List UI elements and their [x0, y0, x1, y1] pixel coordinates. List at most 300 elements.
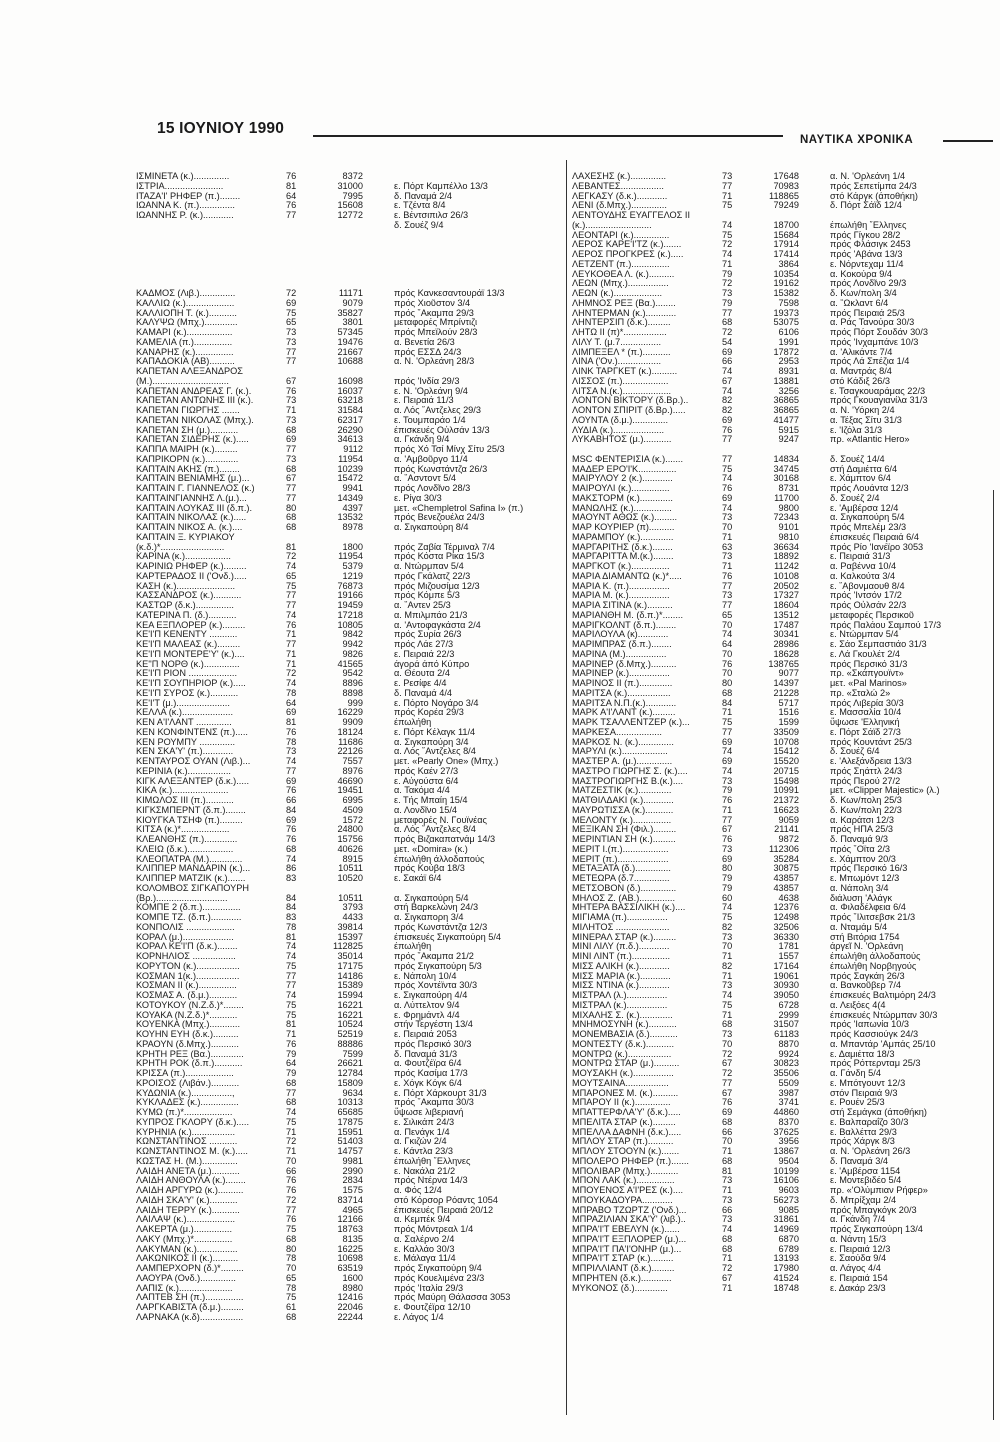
gross-tonnage: 79249	[773, 200, 799, 211]
gross-tonnage: 7599	[342, 1048, 363, 1059]
ship-status: ε. Σάο Σεμπαστιάο 31/3	[830, 639, 927, 649]
build-year: 76	[722, 570, 733, 581]
ship-status: α. Λειξόες 4(4	[830, 999, 886, 1010]
ship-name: ΜΙΓΙΑΜΑ (π.)................	[572, 913, 668, 922]
ship-status: α. Τέξας Σίτυ 31/3	[830, 414, 902, 425]
build-year: 73	[722, 512, 733, 523]
gross-tonnage: 19451	[337, 785, 363, 796]
ship-name: ΜΠΑΡΟΝΕΣ Μ. (κ.)..........	[572, 1088, 679, 1098]
gross-tonnage: 9924	[778, 1048, 799, 1059]
gross-tonnage: 4638	[778, 892, 799, 903]
ship-status: α. Νταμάμ 5/4	[830, 921, 888, 932]
ship-name: ΛΑΙΔΗ ΑΝΘΟΥΛΑ (κ.)........	[136, 1176, 246, 1186]
ship-name: ΜΑΡΑΜΠΟΥ (κ.).............	[572, 532, 674, 542]
gross-tonnage: 118865	[769, 190, 799, 201]
gross-tonnage: 9079	[342, 297, 363, 308]
gross-tonnage: 36865	[773, 395, 799, 406]
build-year: 74	[286, 853, 297, 864]
build-year: 65	[722, 609, 733, 620]
build-year: 68	[722, 1116, 733, 1127]
ship-status: πρός 'Ιαπωνία 10/3	[830, 1019, 910, 1030]
ship-name: ΚΥΠΡΟΣ ΓΚΛΟΡΥ (δ.κ.).....	[136, 1117, 250, 1127]
gross-tonnage: 30875	[773, 863, 799, 874]
spacer	[136, 231, 556, 241]
build-year: 71	[722, 1146, 733, 1156]
build-year: 66	[286, 795, 297, 805]
gross-tonnage: 30823	[773, 1058, 799, 1069]
ship-status: α. Ν. 'Υόρκη 2/4	[830, 405, 895, 415]
ship-name: ΜΑΡΙΝΕΡ (κ.)................	[572, 669, 670, 679]
ship-status: ε. Σιλικάπ 24/3	[394, 1116, 455, 1127]
build-year: 74	[722, 502, 733, 513]
ship-status: έπισκευές Σιγκαπούρη 5/4	[394, 931, 502, 942]
gross-tonnage: 17175	[337, 960, 363, 971]
build-year: 67	[286, 473, 297, 484]
gross-tonnage: 61183	[774, 1029, 799, 1039]
gross-tonnage: 8731	[778, 483, 799, 493]
ship-status: ε. 'Αμβέρσα 12/4	[830, 502, 899, 513]
gross-tonnage: 8898	[342, 687, 363, 698]
ship-status: α. Σιγκαπούρη 8/4	[394, 522, 469, 532]
ship-name: ΛΙΜΠΕΞΕΛ * (π.)...........	[572, 347, 671, 357]
ship-name: ΚΟΥΑΚΑ (Ν.Ζ.δ.)*...........	[136, 1010, 238, 1020]
ship-name: ΜΑΡΚ Α'Ι'ΛΑΝΤ (κ.).........	[572, 708, 676, 718]
ship-name: ΜΑΡΙΜΠΡΑΣ (δ.π.)........	[572, 640, 672, 649]
ship-status: πρός Γκάλατζ 22/3	[394, 570, 471, 581]
build-year: 71	[722, 951, 733, 961]
build-year: 75	[286, 1116, 297, 1127]
ship-name: ΜΑΣΤΡΟ ΓΙΩΡΓΗΣ Σ. (κ.)....	[572, 766, 688, 776]
build-year: 76	[722, 424, 733, 435]
ship-name: ΛΗΤΩ ΙΙ (π)*.................	[572, 328, 667, 337]
ship-name: ΛΕΩΝ (Μπχ.)................	[572, 279, 669, 289]
ship-name: ΜΙΝΙ ΛΙΛΥ (π.δ.)............	[572, 942, 670, 952]
ship-status: πρ. «'Ολύμπιαν Ρήφερ»	[830, 1185, 928, 1195]
gross-tonnage: 19061	[773, 970, 799, 981]
spacer	[136, 240, 556, 250]
gross-tonnage: 12166	[337, 1214, 363, 1225]
ship-name: ΛΙΣΣΟΣ (π.)..................	[572, 376, 669, 386]
build-year: 78	[286, 687, 297, 698]
ship-name: ΛΕΡΟΣ ΠΡΟΓΚΡΕΣ (κ.).....	[572, 250, 684, 259]
gross-tonnage: 76873	[337, 580, 363, 591]
gross-tonnage: 18700	[773, 219, 799, 230]
ship-status: έπωλήθη άλλοδαπούς	[830, 951, 921, 961]
build-year: 71	[722, 1185, 733, 1195]
gross-tonnage: 17218	[337, 609, 363, 620]
gross-tonnage: 32506	[773, 921, 799, 932]
build-year: 71	[286, 1146, 297, 1156]
ship-status: έπισκευές Ντώρμπαν 30/3	[830, 1009, 938, 1020]
build-year: 77	[286, 210, 297, 220]
ship-name: ΜΑΡΙΝΕΡ (δ.Μπχ.)..........	[572, 659, 677, 669]
build-year: 75	[286, 999, 297, 1010]
ship-status: μετ. «Domira» (κ.)	[394, 843, 468, 854]
ship-status: α. Ντώρμπαν 5/4	[394, 561, 464, 571]
build-year: 72	[722, 1048, 733, 1059]
ship-name: ΚΕΝ ΣΚΑ'Υ' (π.)............	[136, 747, 234, 757]
build-year: 78	[286, 1253, 297, 1264]
build-year: 69	[286, 814, 297, 825]
ship-name: (Βρ.)............................	[136, 893, 228, 903]
ship-status: α. Ράς Τανούρα 30/3	[830, 317, 915, 328]
gross-tonnage: 17648	[773, 171, 799, 181]
ship-status: πρός Μόντρεαλ 1/4	[394, 1224, 474, 1234]
gross-tonnage: 14834	[773, 453, 799, 464]
ship-name: ΚΙΟΥΓΚΑ ΤΣΗΦ (π.).........	[136, 815, 243, 825]
gross-tonnage: 39814	[337, 921, 363, 932]
build-year: 75	[286, 1009, 297, 1020]
ship-status: α. Μπιλμπάο 21/3	[394, 609, 468, 620]
ship-status: α. Λός ῎Αντζελες 8/4	[394, 824, 476, 835]
build-year: 80	[722, 863, 733, 874]
ship-status: πρός Φλάσιγκ 2453	[830, 239, 911, 250]
gross-tonnage: 17872	[773, 346, 799, 357]
build-year: 77	[722, 600, 733, 610]
ship-name: ΚΩΣΤΑΣ Η. (Μ.)..............	[136, 1156, 238, 1166]
build-year: 77	[286, 356, 297, 367]
gross-tonnage: 63519	[337, 1263, 363, 1273]
build-year: 60	[722, 892, 733, 903]
ship-name: ΚΕΡΙΝΙΑ (κ.).................	[136, 766, 231, 776]
gross-tonnage: 15951	[337, 1126, 363, 1137]
build-year: 67	[722, 1087, 733, 1098]
ship-name: ΛΕΒΑΝΤΕΣ.................	[572, 181, 664, 191]
build-year: 84	[286, 902, 297, 913]
ship-status: πρός Μπαγκόγκ 20/3	[830, 1204, 917, 1215]
ship-name: (Μ.)..............................	[136, 376, 229, 386]
build-year: 73	[722, 1175, 733, 1186]
gross-tonnage: 12376	[773, 902, 799, 913]
ship-status: ε. Τής Μπαίη 15/4	[394, 795, 468, 805]
ship-status: ε. Σακάϊ 6/4	[394, 873, 442, 883]
ship-name: ΛΕΝΤΟΥΔΗΣ ΕΥΑΓΓΕΛΟΣ ΙΙ	[572, 211, 691, 220]
ship-status: πρός Μπεϊλούν 28/3	[394, 327, 478, 337]
ship-name: ΚΟΣΜΑΝ ΙΙ (κ.)...............	[136, 981, 237, 991]
gross-tonnage: 9981	[342, 1155, 363, 1166]
ship-name: ΚΕ'Ι'Π ΡΙΟΝ ...................	[136, 669, 238, 679]
build-year: 75	[722, 463, 733, 474]
ship-name: ΛΗΜΝΟΣ ΡΕΞ (Βα.)........	[572, 298, 676, 308]
gross-tonnage: 40626	[337, 843, 363, 854]
gross-tonnage: 18748	[773, 1282, 799, 1293]
build-year: 81	[286, 180, 297, 191]
gross-tonnage: 31507	[773, 1019, 799, 1030]
ship-name: ΛΑΙΛΑΨ (κ.)...................	[136, 1215, 236, 1225]
gross-tonnage: 17980	[773, 1263, 799, 1273]
ship-name: ΛΙΝΑ ('Ον.).................	[572, 357, 662, 367]
ship-entry	[136, 689, 556, 699]
ship-name: ΜΠΡΗΤΕΝ (δ.κ.)............	[572, 1273, 672, 1283]
ship-status: πρός Περσικό 31/3	[830, 658, 908, 669]
gross-tonnage: 52519	[337, 1029, 363, 1039]
gross-tonnage: 8978	[342, 522, 363, 532]
ship-name: ΜΕΛΟΝΤΥ (κ.)...............	[572, 815, 672, 825]
ship-name: ΚΑΛΥΨΩ (Μπχ.).............	[136, 318, 238, 328]
build-year: 74	[722, 1224, 733, 1234]
ship-name: ΛΑΙΔΗ ΤΕΡΡΥ (κ.)...........	[136, 1205, 240, 1215]
gross-tonnage: 26621	[337, 1058, 363, 1069]
gross-tonnage: 6106	[778, 327, 799, 337]
gross-tonnage: 16221	[337, 1009, 363, 1020]
build-year: 66	[722, 1204, 733, 1215]
page-edge-rule	[993, 490, 994, 1420]
ship-status: α. Σιγκαπορη 3/4	[394, 912, 464, 922]
ship-name: ΜΠΟΛΕΡΟ ΡΗΦΕΡ (π.).......	[572, 1156, 689, 1166]
gross-tonnage: 1575	[342, 1185, 363, 1195]
build-year: 71	[722, 1253, 733, 1264]
gross-tonnage: 10313	[337, 1097, 363, 1108]
ship-status: α. ῍Ωκλαντ 6/4	[830, 297, 889, 308]
build-year: 71	[722, 190, 733, 201]
ship-status: ε. Ρεσίφε 4/4	[394, 678, 447, 688]
ship-name: ΜΑΡΙΑ Κ. (π.)................	[572, 581, 670, 591]
build-year: 80	[286, 502, 297, 513]
ship-status: πρός Περσικό 30/3	[394, 1038, 472, 1049]
gross-tonnage: 9942	[342, 639, 363, 649]
ship-name: ΚΥΜΩ (π.)*...................	[136, 1108, 233, 1117]
ship-entry	[136, 523, 556, 533]
gross-tonnage: 9909	[342, 717, 363, 727]
gross-tonnage: 41477	[773, 414, 799, 425]
build-year: 86	[286, 863, 297, 874]
build-year: 74	[286, 561, 297, 571]
gross-tonnage: 8370	[778, 1116, 799, 1127]
build-year: 73	[722, 775, 733, 786]
ship-name: ΛΑΠΙΣ (κ.).....................	[136, 1283, 233, 1293]
ship-status: ε. Σαούδα 9/4	[830, 1253, 887, 1264]
ship-name: ΛΑΚΥΜΑΝ (κ.)................	[136, 1244, 238, 1254]
gross-tonnage: 30341	[773, 629, 799, 640]
gross-tonnage: 17875	[337, 1116, 363, 1127]
ship-status: πρός Οὐλσάν 22/3	[830, 600, 907, 610]
ship-name: ΚΑΠΤΑΙΝ ΝΙΚΟΛΑΣ (κ.).....	[136, 513, 247, 523]
ship-status: πρός Λιβερία 30/3	[830, 697, 904, 708]
ship-status: στή Βαρκελώνη 24/3	[394, 902, 479, 913]
ship-name: ΜΠΡΑΒΟ ΤΖΩΡΤΖ ('Ονδ.)...	[572, 1205, 687, 1215]
ship-name: (κ.δ.)*.........................	[136, 542, 225, 552]
build-year: 69	[722, 736, 733, 747]
gross-tonnage: 112825	[333, 941, 363, 952]
gross-tonnage: 36330	[773, 931, 799, 942]
build-year: 84	[722, 697, 733, 708]
ship-status: πρός Κανκεσαντουράϊ 13/3	[394, 288, 505, 298]
build-year: 64	[722, 639, 733, 649]
build-year: 64	[286, 1058, 297, 1069]
ship-status: ε. Πόρτ Χάρκουρτ 31/3	[394, 1087, 487, 1098]
build-year: 68	[722, 1155, 733, 1166]
build-year: 76	[286, 200, 297, 211]
issue-date: 15 ΙΟΥΝΙΟΥ 1990	[157, 120, 285, 137]
build-year: 77	[286, 346, 297, 357]
ship-name: ΚΕΝ Α'Ι'ΛΑΝΤ ..............	[136, 718, 232, 727]
ship-name: ΛΗΝΤΕΡΜΑΝ (κ.)............	[572, 308, 677, 318]
ship-status: δ. Παναμά 31/3	[394, 1048, 458, 1059]
spacer	[136, 250, 556, 260]
gross-tonnage: 1991	[778, 336, 799, 347]
ship-name: ΛΙΛΥ Τ. (μ.7................	[572, 337, 662, 347]
build-year: 74	[286, 756, 297, 766]
build-year: 77	[722, 580, 733, 591]
build-year: 67	[286, 375, 297, 386]
build-year: 72	[722, 327, 733, 337]
ship-name: ΜΟΝΤΕΣΤΥ (δ.κ.)...........	[572, 1039, 674, 1049]
ship-name: ΚΑΠΕΤΑΝ ΝΙΚΟΛΑΣ (Μπχ.).	[136, 415, 254, 425]
ship-name: ΚΕΝ ΚΟΝΦΙΝΤΕΝΣ (π.).....	[136, 727, 248, 737]
gross-tonnage: 22244	[337, 1311, 363, 1322]
ship-name: ΚΩΝΣΤΑΝΤΙΝΟΣ Μ. (κ.).....	[136, 1147, 248, 1156]
ship-status: πρός 'Ιταλία 29/3	[394, 1282, 464, 1293]
ship-status: έπωλήθη άλλοδαπούς	[394, 853, 485, 864]
ship-name: ΚΑΠΠΑ ΜΑΙΡΗ (κ.).........	[136, 445, 238, 454]
build-year: 64	[286, 697, 297, 708]
ship-name: ΜΠΛΟΥ ΣΤΟΟΥΝ (κ.).......	[572, 1147, 680, 1156]
header-rule	[313, 135, 783, 137]
ship-name: ΙΣΜΙΝΕΤΑ (κ.)..............	[136, 172, 230, 181]
ship-status: έπισκευές Πειραιά 20/12	[394, 1204, 494, 1215]
ship-name: ΜΑΡΚΕΣΑ..................	[572, 727, 662, 737]
ship-name: ΜΕΤΕΩΡΑ (δ.7..............	[572, 874, 670, 883]
gross-tonnage: 83714	[337, 1194, 363, 1205]
ship-name: ΚΑΠΤΑΙΝ ΛΟΥΚΑΣ ΙΙΙ (δ.π.).	[136, 503, 253, 513]
ship-name: ΜΑΔΕΡ ΕΡΟ'Ι'Κ...............	[572, 464, 677, 474]
ship-status: ε. Πόρτ Σάϊδ 27/3	[830, 726, 901, 737]
ship-status: στή Σεμάγκα (άποθήκη)	[830, 1107, 927, 1117]
ship-status: α. Πενάγκ 1/4	[394, 1126, 450, 1137]
ship-name: ΛΑΚΩΝΙΚΟΣ ΙΙ (κ.)..........	[136, 1254, 239, 1264]
ship-name: ΜΠΡΙΛΛΙΑΝΤ (δ.κ.).........	[572, 1264, 675, 1273]
ship-status: πρ. «Σκάπγουϊντ»	[830, 668, 904, 679]
ship-name: ΜΙΣΤΡΑΛ (κ.)................	[572, 1000, 668, 1010]
ship-name: ΙΩΑΝΝΑ Κ. (π.)..............	[136, 201, 235, 211]
ship-name: ΜΟΝΤΡΩ ΣΤΑΡ (μ.)..........	[572, 1059, 680, 1069]
build-year: 81	[286, 717, 297, 727]
build-year: 76	[722, 483, 733, 493]
gross-tonnage: 19162	[773, 278, 799, 289]
ship-name: ΚΕ''Π ΝΟΡΘ (κ.)..............	[136, 659, 240, 669]
gross-tonnage: 16221	[337, 999, 363, 1010]
build-year: 81	[722, 1165, 733, 1176]
ship-name: ΛΕΓΚΑΣΥ (δ.κ.)............	[572, 191, 668, 201]
gross-tonnage: 15472	[337, 473, 363, 484]
ship-status: ε. Δακάρ 23/3	[830, 1282, 886, 1293]
gross-tonnage: 10524	[337, 1019, 363, 1030]
ship-status: πρός Σαγκάη 26/3	[830, 970, 905, 981]
gross-tonnage: 35014	[337, 951, 363, 961]
ship-name: ΜΙΣΣ ΑΛΙΚΗ (κ.)............	[572, 961, 670, 971]
ship-list-left	[136, 172, 556, 1323]
build-year: 77	[286, 590, 297, 601]
ship-name: ΜΗΛΟΣ Ζ. (ΑΒ.)..............	[572, 893, 675, 903]
ship-status: δ. Σουέζ 14/4	[830, 453, 885, 464]
ship-name: ΜΑΡΙΓΚΟΛΝΤ (δ.π.)........	[572, 620, 677, 630]
ship-name: ΜΙΣΤΡΑΛ (λ.)................	[572, 991, 668, 1000]
ship-name: ΚΑΣΗ (κ.).......................	[136, 581, 236, 591]
gross-tonnage: 12498	[773, 912, 799, 922]
gross-tonnage: 8372	[342, 171, 363, 181]
gross-tonnage: 11171	[338, 288, 363, 298]
gross-tonnage: 5717	[778, 697, 799, 708]
ship-name: ΚΥΔΩΝΙΑ (κ.)................,	[136, 1088, 235, 1098]
ship-status: ε. Ρουέν 25/3	[830, 1097, 885, 1108]
ship-entry	[572, 435, 992, 445]
ship-name: ΛΕΡΟΣ ΚΑΡΕ'Ι'ΤΖ (κ.).......	[572, 240, 682, 250]
build-year: 69	[286, 775, 297, 786]
gross-tonnage: 14397	[773, 678, 799, 688]
ship-name: ΜΠΡΑ'Ι'Τ ΣΤΑΡ (κ.).........	[572, 1254, 674, 1264]
gross-tonnage: 10520	[337, 873, 363, 883]
gross-tonnage: 12772	[337, 210, 363, 220]
build-year: 69	[722, 756, 733, 766]
build-year: 74	[722, 990, 733, 1000]
ship-status: ε. Πειραιά 2053	[394, 1029, 457, 1039]
gross-tonnage: 18124	[337, 726, 363, 737]
ship-status: α. Λός ῎Αντζελες 8/4	[394, 746, 476, 757]
build-year: 71	[722, 804, 733, 815]
ship-entry	[136, 1313, 556, 1323]
gross-tonnage: 44860	[773, 1107, 799, 1117]
gross-tonnage: 18763	[337, 1224, 363, 1234]
ship-status: ε. Πόρτ Κέλαγκ 11/4	[394, 726, 476, 737]
gross-tonnage: 35506	[773, 1068, 799, 1078]
gross-tonnage: 9085	[778, 1204, 799, 1215]
ship-status: πρός Λάε 27/3	[394, 639, 454, 649]
ship-status: ε. Νακάλα 21/2	[394, 1165, 456, 1176]
ship-name: ΚΟΡΥΤΟΝ (κ.).................	[136, 961, 240, 971]
build-year: 77	[286, 980, 297, 991]
gross-tonnage: 19459	[337, 600, 363, 610]
build-year: 68	[286, 1311, 297, 1322]
ship-name: ΚΟΣΜΑΝ 1(κ.).................	[136, 971, 240, 981]
build-year: 73	[722, 551, 733, 562]
ship-name: ΜΑΥΡΩΤΙΣΣΑ (κ.)...........	[572, 805, 674, 815]
build-year: 72	[286, 551, 297, 562]
build-year: 68	[722, 1019, 733, 1030]
ship-status: στό Κάργκ (άποθήκη)	[830, 190, 918, 201]
build-year: 68	[286, 512, 297, 523]
ship-status: πρός Λονδῖνο 29/3	[830, 278, 907, 289]
ship-name: ΚΑΠΡΙΚΟΡΝ (κ.).............	[136, 454, 239, 464]
ship-name: ΚΟΣΜΑΣ Α. (δ.μ.)...........	[136, 991, 238, 1000]
ship-name: ΚΟΥΕΝΚΑ (Μπχ.)............	[136, 1020, 241, 1030]
ship-status: ε. Μασσαλία 10/4	[830, 707, 902, 718]
ship-name: ΛΟΝΤΟΝ ΒΙΚΤΟΡΥ (δ.Βρ.)..	[572, 396, 689, 406]
build-year: 81	[286, 541, 297, 552]
gross-tonnage: 1572	[342, 814, 363, 825]
build-year: 77	[286, 765, 297, 776]
gross-tonnage: 16098	[337, 375, 363, 386]
ship-name: ΚΑΔΜΟΣ (Λιβ.)..............	[136, 289, 236, 298]
gross-tonnage: 36865	[773, 405, 799, 415]
ship-status: άγορά άπό Κύπρο	[394, 658, 470, 669]
gross-tonnage: 15498	[773, 775, 799, 786]
ship-name: ΜΠΑΤΤΕΡΦΛΑ'Υ' (δ.κ.).....	[572, 1108, 681, 1117]
gross-tonnage: 14186	[337, 970, 363, 981]
build-year: 72	[286, 668, 297, 679]
gross-tonnage: 17164	[773, 960, 799, 971]
ship-name: ΜΗΤΕΡΑ ΒΑΣΣΙΛΙΚΗ (κ.)....	[572, 903, 686, 913]
ship-name: ΜΙΣΣ ΝΤΙΝΑ (κ.)............	[572, 981, 670, 991]
ship-status: δ. Σουέζ 2/4	[830, 492, 880, 503]
gross-tonnage: 43857	[773, 882, 799, 893]
ship-status: α. Καράτσι 12/3	[830, 814, 894, 825]
ship-name: ΚΑΠΕΤΑΝ ΣΙΔΕΡΗΣ (κ.).....	[136, 435, 249, 445]
gross-tonnage: 14969	[773, 1224, 799, 1234]
gross-tonnage: 34613	[337, 434, 363, 445]
gross-tonnage: 15756	[337, 834, 363, 844]
ship-name: ΜΝΗΜΟΣΥΝΗ (κ.)...........	[572, 1020, 677, 1030]
ship-name: ΚΕΝ ΡΟΥΜΠΥ ..............	[136, 737, 236, 747]
